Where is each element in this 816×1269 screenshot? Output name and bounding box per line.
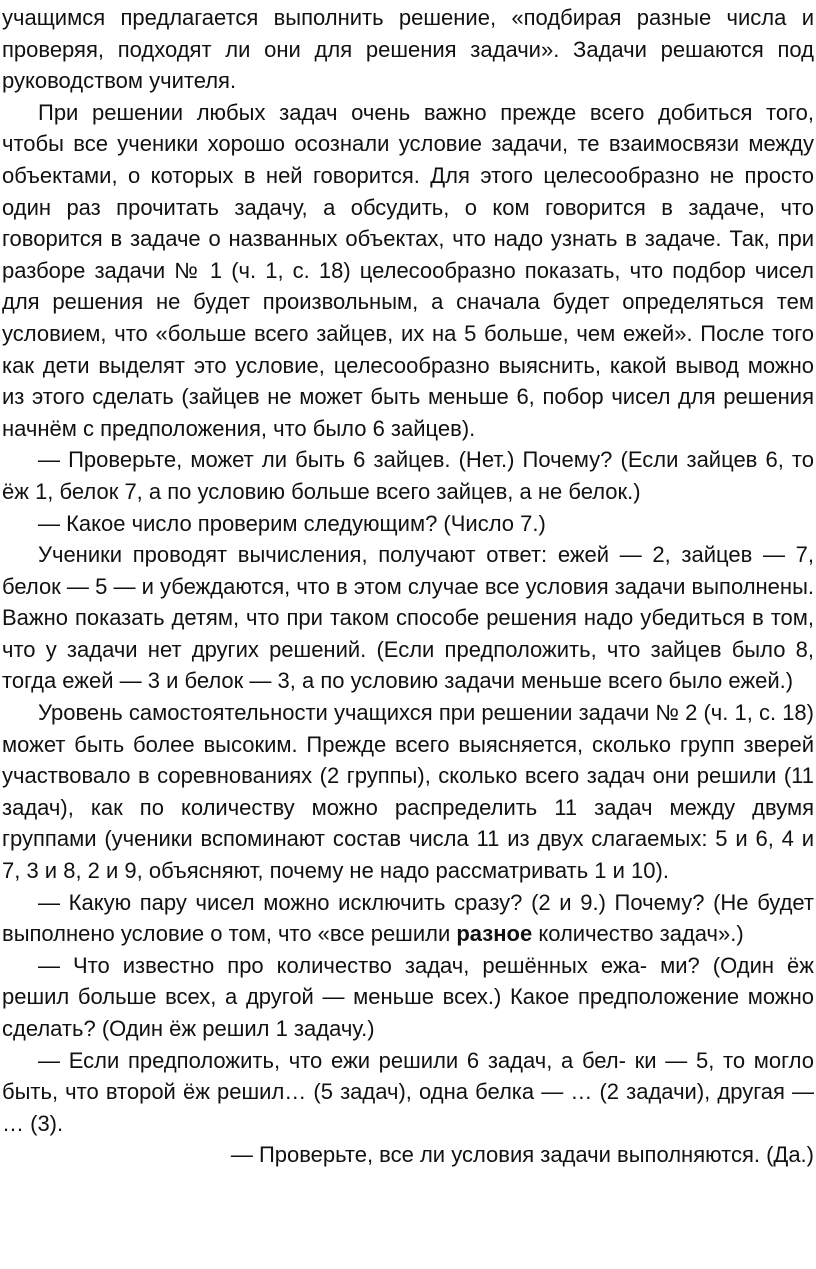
paragraph-task-discussion: При решении любых задач очень важно прежде всего добиться того, чтобы все ученики хорошо осознали условие задачи, те взаимосвязи между объектами, о которых в ней говорится. Для этого целесообразно не просто один раз прочитать задачу, а обсудить, о ком говорится в задаче, что говорится в задаче о названных объектах, что надо узнать в задаче. Так, при разборе задачи № 1 (ч. 1, с. 18) целесообразно показать, что подбор чисел для решения не будет произвольным, а сначала будет определяться тем условием, что «больше всего зайцев, их на 5 больше, чем ежей». После того как дети выделят это условие, целесообразно выяснить, какой вывод можно из этого сделать (зайцев не может быть меньше 6, побор чисел для решения начнём с предположения, что было 6 зайцев). — [2, 99, 814, 441]
paragraph-intro: учащимся предлагается выполнить решение, «подбирая разные числа и проверяя, подходят ли они для решения задачи». Задачи решаются под руководством учителя. — [2, 5, 814, 94]
paragraph-dialogue-hedgehogs: — Что известно про количество задач, решённых ежа- ми? (Один ёж решил больше всех, а другой — меньше всех.) Какое предположение можно сделать? (Один ёж решил 1 задачу.) — [2, 952, 814, 1041]
paragraph-dialogue-next-number: — Какое число проверим следующим? (Число 7.) — [38, 510, 546, 536]
bold-word-raznoe: разное — [456, 921, 533, 947]
paragraph-task-2: Уровень самостоятельности учащихся при решении задачи № 2 (ч. 1, с. 18) может быть более высоким. Прежде всего выясняется, сколько групп зверей участвовало в соревнованиях (2 группы), сколько всего задач они решили (11 задач), как по количеству можно распределить 11 задач между двумя группами (ученики вспоминают состав числа 11 из двух слагаемых: 5 и 6, 4 и 7, 3 и 8, 2 и 9, объясняют, почему не надо рассматривать 1 и 10). — [2, 700, 814, 884]
paragraph-dialogue-assume-6: — Если предположить, что ежи решили 6 задач, а бел- ки — 5, то могло быть, что второй ёж решил… (5 задач), одна белка — … (2 задачи), другая — … (3). — [2, 1047, 814, 1136]
paragraph-calculations: Ученики проводят вычисления, получают ответ: ежей — 2, зайцев — 7, белок — 5 — и убеждаются, что в этом случае все условия задачи выполнены. Важно показать детям, что при таком способе решения надо убедиться в том, что у задачи нет других решений. (Если предположить, что зайцев было 8, тогда ежей — 3 и белок — 3, а по условию задачи меньше всего было ежей.) — [2, 542, 814, 694]
paragraph-dialogue-check-6: — Проверьте, может ли быть 6 зайцев. (Нет.) Почему? (Если зайцев 6, то ёж 1, белок 7, а по условию больше всего зайцев, а не белок.) — [2, 447, 814, 504]
paragraph-dialogue-exclude-pair — [2, 887, 814, 950]
paragraph-dialogue-verify: — Проверьте, все ли условия задачи выполняются. (Да.) — [230, 1142, 814, 1168]
text-segment: — Какую пару чисел можно исключить сразу? (2 и 9.) Почему? (Не будет выполнено условие о том, что «все решили — [2, 889, 814, 947]
text-segment: количество задач».) — [532, 921, 744, 947]
